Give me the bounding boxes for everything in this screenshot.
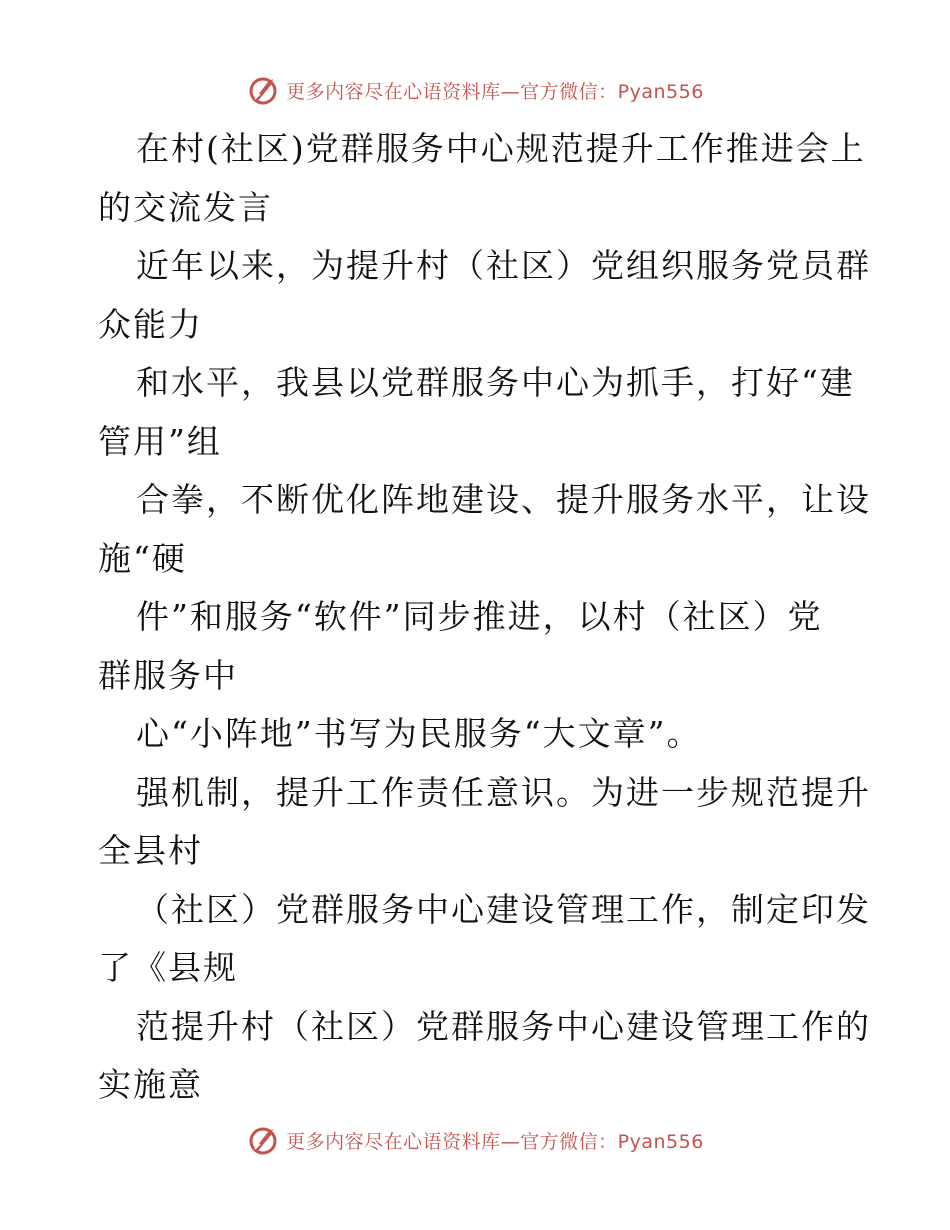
watermark-text: 更多内容尽在心语资料库—官方微信：Pyan556	[286, 80, 704, 103]
text-line: 实施意	[98, 1065, 203, 1104]
quill-pen-logo-icon	[246, 73, 280, 107]
text-line: 件”和服务“软件”同步推进，以村（社区）党	[136, 597, 823, 636]
text-line: 强机制，提升工作责任意识。为进一步规范提升	[136, 772, 871, 812]
text-line: 施“硬	[98, 538, 187, 578]
footer-watermark	[0, 1120, 950, 1160]
text-line: 群服务中	[98, 655, 238, 695]
text-line: 在村(社区)党群服务中心规范提升工作推进会上	[136, 129, 866, 168]
text-line: （社区）党群服务中心建设管理工作，制定印发	[136, 889, 871, 929]
text-line: 和水平，我县以党群服务中心为抓手，打好“建	[136, 363, 855, 402]
text-line: 合拳，不断优化阵地建设、提升服务水平，让设	[136, 480, 871, 519]
quill-pen-logo-icon	[246, 1123, 280, 1157]
text-line: 了《县规	[98, 948, 238, 987]
text-line: 众能力	[98, 304, 203, 344]
document-body	[98, 120, 871, 1115]
text-line: 管用”组	[98, 421, 222, 461]
text-line: 的交流发言	[98, 187, 273, 227]
text-line: 全县村	[98, 831, 203, 870]
text-line: 近年以来，为提升村（社区）党组织服务党员群	[136, 246, 871, 285]
text-line: 心“小阵地”书写为民服务“大文章”。	[136, 714, 702, 753]
text-line: 范提升村（社区）党群服务中心建设管理工作的	[136, 1006, 871, 1046]
watermark-text: 更多内容尽在心语资料库—官方微信：Pyan556	[286, 1130, 704, 1153]
header-watermark	[0, 70, 950, 110]
